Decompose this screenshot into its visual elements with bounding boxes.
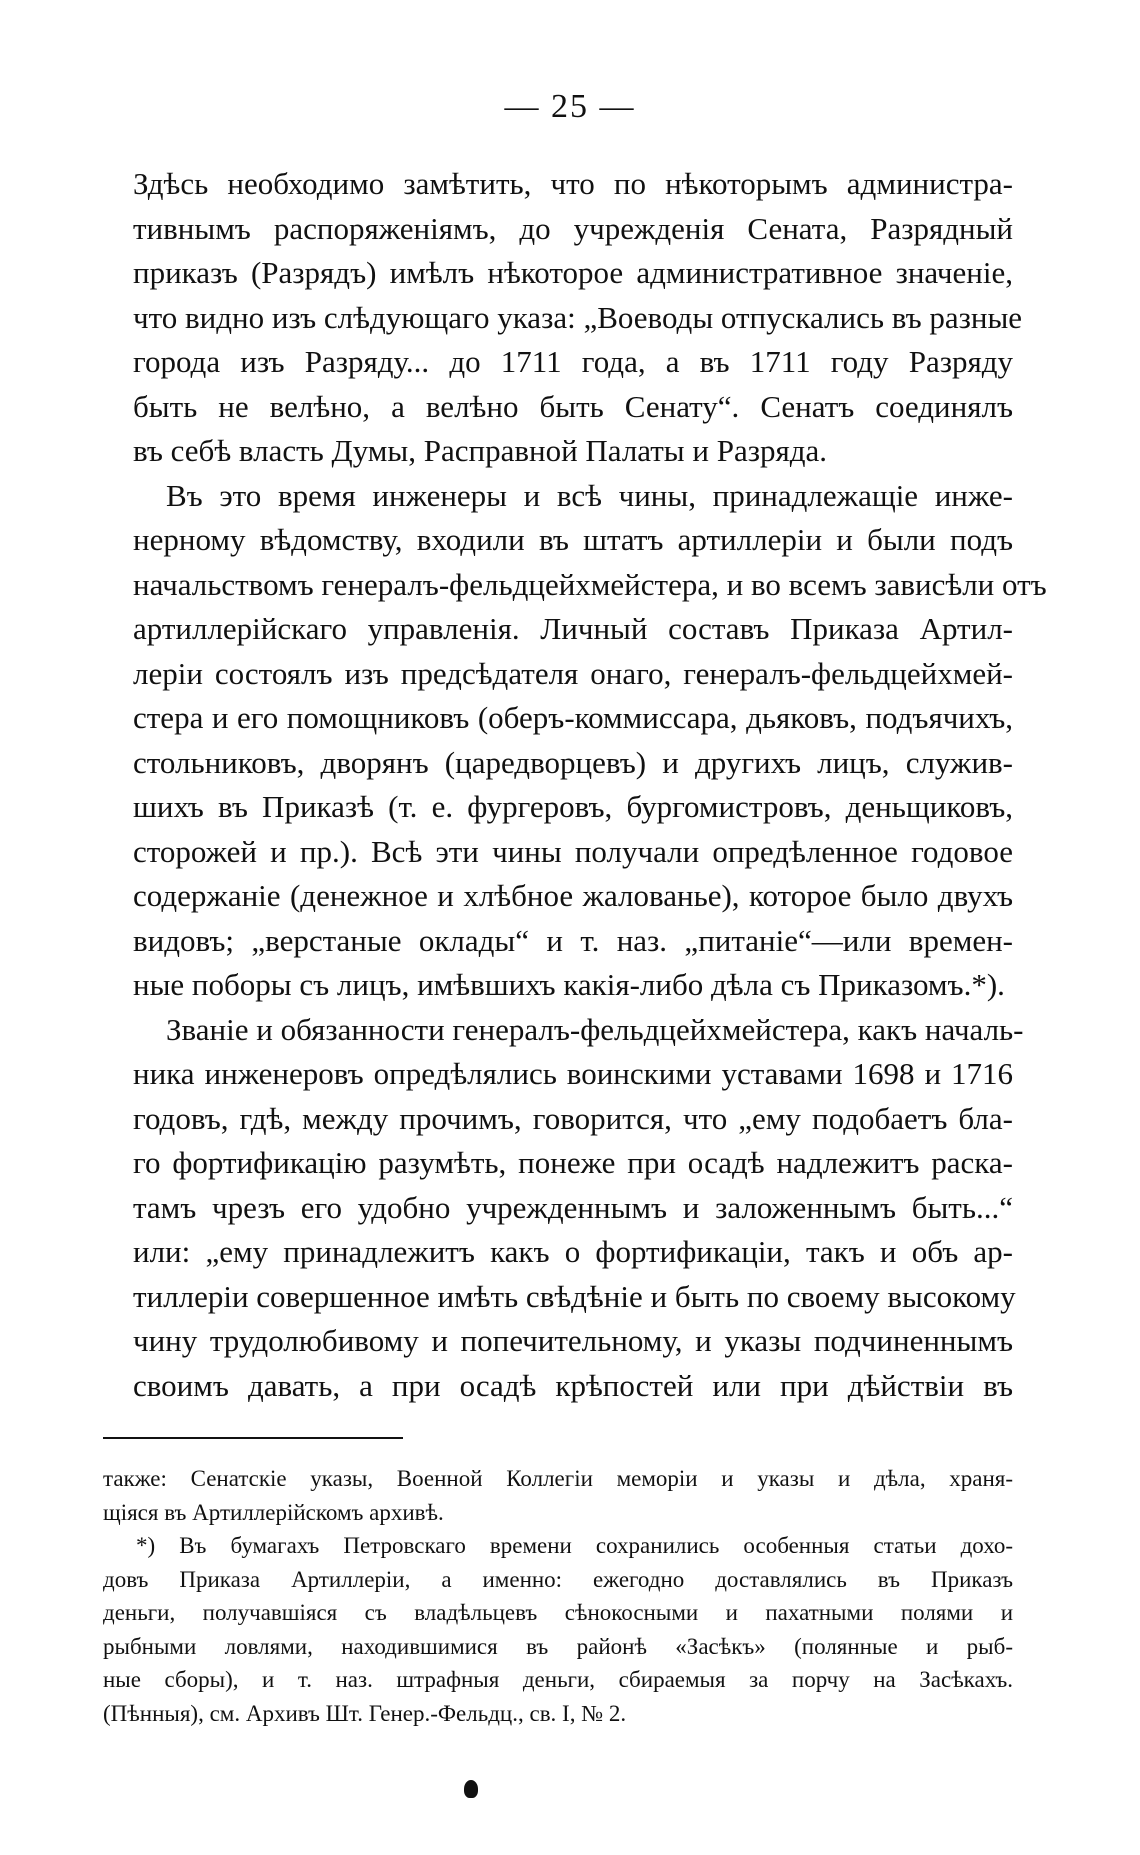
text-line: тиллеріи совершенное имѣть свѣдѣніе и быть по своему высокому — [133, 1278, 1016, 1314]
footnote-line: деньги, получавшіяся съ владѣльцевъ сѣнокосными и пахатными полями и — [103, 1600, 1013, 1625]
text-line: видовъ; „верстаные оклады“ и т. наз. „питаніе“—или времен- — [133, 922, 1013, 958]
text-line: шихъ въ Приказѣ (т. е. фургеровъ, бургомистровъ, деньщиковъ, — [133, 789, 1013, 824]
text-line: леріи состоялъ изъ предсѣдателя онаго, генералъ-фельдцейхмей- — [133, 655, 1013, 691]
text-line: содержаніе (денежное и хлѣбное жалованье), которое было двухъ — [133, 878, 1013, 913]
text-line: ные поборы съ лицъ, имѣвшихъ какія-либо дѣла съ Приказомъ.*). — [133, 967, 1005, 1002]
text-line: тивнымъ распоряженіямъ, до учрежденія Сената, Разрядный — [133, 210, 1013, 246]
text-line: начальствомъ генералъ-фельдцейхмейстера, и во всемъ зависѣли отъ — [133, 566, 1047, 602]
footnote-line: (Пѣнныя), см. Архивъ Шт. Генер.-Фельдц., св. I, № 2. — [103, 1700, 627, 1726]
text-line: быть не велѣно, а велѣно быть Сенату“. Сенатъ соединялъ — [133, 388, 1013, 424]
ink-mark-ornament — [464, 1780, 478, 1798]
paragraph-start-line: Въ это время инженеры и всѣ чины, принадлежащіе инже- — [166, 477, 1013, 513]
footnote-line: также: Сенатскіе указы, Военной Коллегіи меморіи и указы и дѣла, храня- — [103, 1466, 1013, 1491]
text-line: тамъ чрезъ его удобно учрежденнымъ и заложеннымъ быть...“ — [133, 1189, 1013, 1225]
footnote-line: ные сборы), и т. наз. штрафныя деньги, сбираемыя за порчу на Засѣкахъ. — [103, 1667, 1013, 1692]
text-line: стера и его помощниковъ (оберъ-коммиссара, дьяковъ, подъячихъ, — [133, 700, 1013, 735]
footnote-line: щіяся въ Артиллерійскомъ архивѣ. — [103, 1499, 444, 1525]
text-line: приказъ (Разрядъ) имѣлъ нѣкоторое административное значеніе, — [133, 255, 1013, 290]
text-line: чину трудолюбивому и попечительному, и указы подчиненнымъ — [133, 1323, 1013, 1358]
main-text — [133, 162, 1047, 1408]
text-line: нерному вѣдомству, входили въ штатъ артиллеріи и были подъ — [133, 522, 1013, 557]
text-line: сторожей и пр.). Всѣ эти чины получали опредѣленное годовое — [133, 833, 1013, 869]
text-line: стольниковъ, дворянъ (царедворцевъ) и другихъ лицъ, служив- — [133, 744, 1013, 780]
text-line: или: „ему принадлежитъ какъ о фортификаціи, такъ и объ ар- — [133, 1234, 1013, 1269]
footnote-divider — [103, 1437, 403, 1439]
text-line: артиллерійскаго управленія. Личный составъ Приказа Артил- — [133, 611, 1013, 646]
footnote-line: довъ Приказа Артиллеріи, а именно: ежегодно доставлялись въ Приказъ — [103, 1566, 1013, 1592]
footnotes — [103, 1462, 1013, 1730]
footnote-start-line: *) Въ бумагахъ Петровскаго времени сохранились особенныя статьи дохо- — [136, 1533, 1013, 1558]
text-line: своимъ давать, а при осадѣ крѣпостей или при дѣйствіи въ — [133, 1367, 1013, 1403]
text-line: въ себѣ власть Думы, Расправной Палаты и Разряда. — [133, 433, 828, 468]
text-line: ника инженеровъ опредѣлялись воинскими уставами 1698 и 1716 — [133, 1056, 1013, 1091]
page-number: — 25 — — [504, 88, 636, 125]
text-line: го фортификацію разумѣть, понеже при осадѣ надлежитъ раска- — [133, 1145, 1013, 1180]
text-line: годовъ, гдѣ, между прочимъ, говорится, что „ему подобаетъ бла- — [133, 1100, 1013, 1136]
text-line: Здѣсь необходимо замѣтить, что по нѣкоторымъ администра- — [133, 166, 1013, 201]
text-line: что видно изъ слѣдующаго указа: „Воеводы отпускались въ разные — [133, 299, 1023, 335]
text-line: города изъ Разряду... до 1711 года, а въ 1711 году Разряду — [133, 344, 1013, 379]
paragraph-start-line: Званіе и обязанности генералъ-фельдцейхмейстера, какъ началь- — [166, 1011, 1024, 1047]
footnote-line: рыбными ловлями, находившимися въ районѣ «Засѣкъ» (полянные и рыб- — [103, 1633, 1013, 1659]
